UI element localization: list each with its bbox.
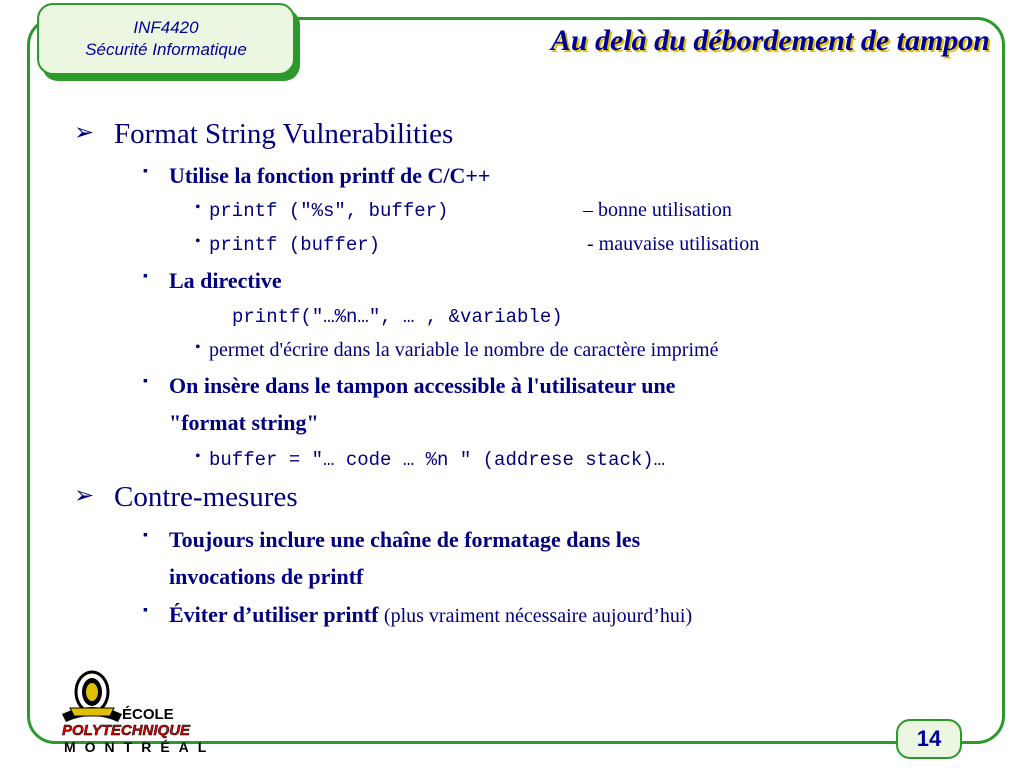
square-bullet-icon: ▪ (143, 164, 148, 179)
section-countermeasures (74, 481, 298, 514)
dot-bullet-icon: • (195, 233, 201, 250)
course-name: Sécurité Informatique (85, 40, 247, 59)
bullet-text: Toujours inclure une chaîne de formatage dans les (169, 527, 641, 552)
section-title: Format String Vulnerabilities (114, 118, 454, 150)
course-badge (37, 3, 295, 75)
bullet-text: La directive (169, 268, 282, 293)
bullet-text: permet d'écrire dans la variable le nombre de caractère imprimé (209, 339, 719, 361)
square-bullet-icon: ▪ (143, 528, 148, 543)
square-bullet-icon: ▪ (143, 603, 148, 618)
logo-text-polytechnique: POLYTECHNIQUE (62, 722, 191, 739)
bullet-text: Utilise la fonction printf de C/C++ (169, 163, 491, 188)
slide-title: Au delà du débordement de tampon (550, 24, 990, 57)
sub-bullet-good-usage (195, 199, 909, 222)
page-number: 14 (896, 719, 962, 759)
bullet-insert-format-string (143, 373, 676, 399)
usage-description: – bonne utilisation (583, 199, 732, 221)
bullet-avoid-printf (143, 602, 693, 628)
directive-code: printf("…%n…", … , &variable) (232, 306, 563, 328)
square-bullet-icon: ▪ (143, 269, 148, 284)
bullet-text: Éviter d’utiliser printf (169, 602, 379, 627)
dot-bullet-icon: • (195, 339, 201, 356)
arrow-bullet-icon: ➢ (74, 120, 95, 146)
bullet-note: (plus vraiment nécessaire aujourd’hui) (383, 605, 693, 627)
logo-text-ecole: ÉCOLE (122, 706, 174, 723)
bullet-insert-format-string-cont: "format string" (169, 410, 319, 435)
sub-bullet-bad-usage (195, 233, 909, 256)
course-code: INF4420 (133, 18, 199, 37)
logo-text-montreal: MONTRÉAL (64, 739, 216, 755)
sub-bullet-directive-effect (195, 339, 719, 362)
square-bullet-icon: ▪ (143, 374, 148, 389)
code-snippet: buffer = "… code … %n " (addrese stack)… (209, 449, 666, 471)
bullet-always-format (143, 527, 641, 553)
bullet-printf-usage (143, 163, 491, 189)
dot-bullet-icon: • (195, 448, 201, 465)
usage-description: - mauvaise utilisation (587, 233, 760, 255)
section-format-string (74, 118, 454, 151)
section-title: Contre-mesures (114, 481, 298, 513)
bullet-directive (143, 268, 282, 294)
bullet-text: On insère dans le tampon accessible à l'utilisateur une (169, 373, 676, 398)
sub-bullet-buffer-example (195, 448, 666, 471)
code-snippet: printf (buffer) (209, 234, 381, 256)
code-snippet: printf ("%s", buffer) (209, 200, 449, 222)
dot-bullet-icon: • (195, 199, 201, 216)
bullet-always-format-cont: invocations de printf (169, 564, 364, 589)
arrow-bullet-icon: ➢ (74, 483, 95, 509)
